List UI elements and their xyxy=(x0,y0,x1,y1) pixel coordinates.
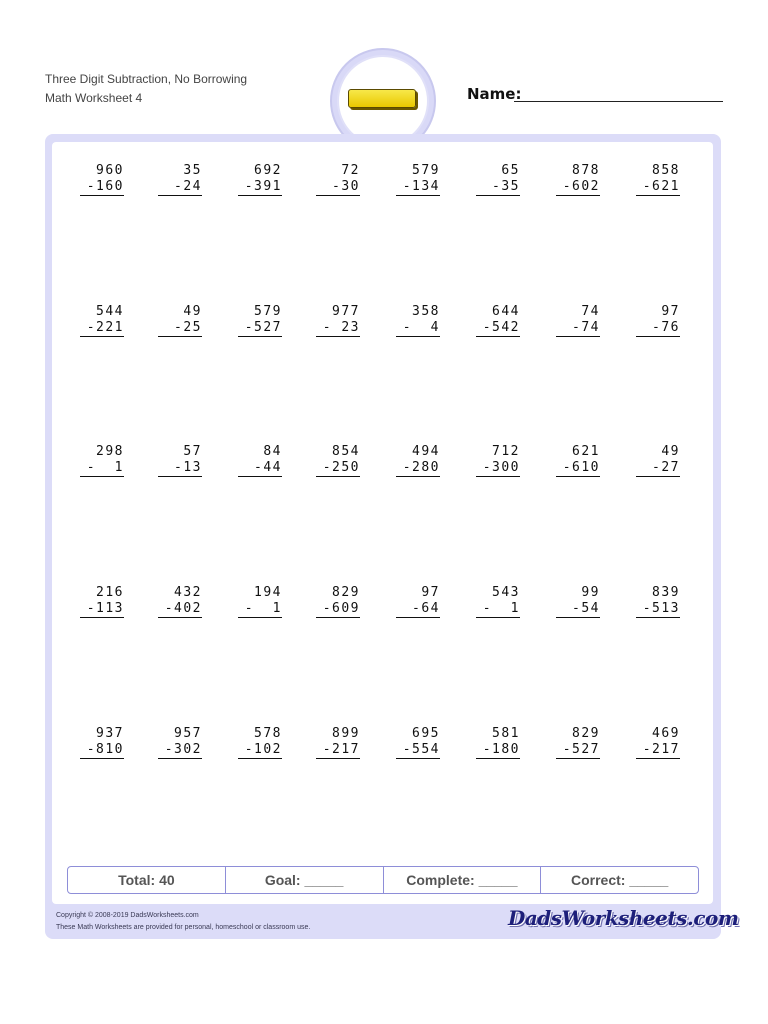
subtraction-problem xyxy=(636,304,680,337)
minuend: 977 xyxy=(332,304,360,319)
subtrahend: -13 xyxy=(158,460,202,477)
minuend: 581 xyxy=(492,726,520,741)
minuend: 84 xyxy=(263,444,282,459)
minuend: 358 xyxy=(412,304,440,319)
subtraction-problem xyxy=(476,444,520,477)
subtrahend: - 4 xyxy=(396,320,440,337)
subtraction-problem xyxy=(238,585,282,618)
badge-bar-icon xyxy=(348,89,416,108)
subtrahend: -54 xyxy=(556,601,600,618)
minuend: 49 xyxy=(183,304,202,319)
subtraction-problem xyxy=(396,304,440,337)
worksheet-title-line2: Math Worksheet 4 xyxy=(45,91,143,105)
minuend: 692 xyxy=(254,163,282,178)
subtrahend: -280 xyxy=(396,460,440,477)
subtraction-problem xyxy=(316,585,360,618)
subtrahend: -513 xyxy=(636,601,680,618)
subtraction-problem xyxy=(476,163,520,196)
minuend: 579 xyxy=(254,304,282,319)
subtrahend: -64 xyxy=(396,601,440,618)
subtrahend: -810 xyxy=(80,742,124,759)
copyright-text: Copyright © 2008-2019 DadsWorksheets.com xyxy=(56,912,199,919)
minuend: 97 xyxy=(661,304,680,319)
subtraction-problem xyxy=(158,163,202,196)
minuend: 712 xyxy=(492,444,520,459)
subtrahend: -113 xyxy=(80,601,124,618)
subtrahend: -609 xyxy=(316,601,360,618)
subtrahend: -610 xyxy=(556,460,600,477)
subtraction-problem xyxy=(80,726,124,759)
minuend: 858 xyxy=(652,163,680,178)
minuend: 65 xyxy=(501,163,520,178)
summary-complete: Complete: _____ xyxy=(384,867,542,893)
summary-goal: Goal: _____ xyxy=(226,867,384,893)
minuend: 839 xyxy=(652,585,680,600)
subtrahend: -76 xyxy=(636,320,680,337)
minuend: 829 xyxy=(572,726,600,741)
subtraction-problem xyxy=(316,726,360,759)
subtrahend: -160 xyxy=(80,179,124,196)
subtrahend: -24 xyxy=(158,179,202,196)
site-logo: DadsWorksheets.com xyxy=(508,906,739,930)
footer-text xyxy=(56,910,310,934)
minuend: 216 xyxy=(96,585,124,600)
subtrahend: -391 xyxy=(238,179,282,196)
minuend: 99 xyxy=(581,585,600,600)
minuend: 494 xyxy=(412,444,440,459)
subtraction-problem xyxy=(158,444,202,477)
subtraction-problem xyxy=(316,444,360,477)
minuend: 543 xyxy=(492,585,520,600)
subtrahend: -217 xyxy=(636,742,680,759)
subtraction-problem xyxy=(316,163,360,196)
subtrahend: - 23 xyxy=(316,320,360,337)
subtrahend: -180 xyxy=(476,742,520,759)
subtraction-problem xyxy=(396,444,440,477)
minuend: 194 xyxy=(254,585,282,600)
minuend: 957 xyxy=(174,726,202,741)
subtraction-problem xyxy=(238,726,282,759)
subtraction-problem xyxy=(636,444,680,477)
minuend: 432 xyxy=(174,585,202,600)
subtrahend: -527 xyxy=(238,320,282,337)
name-field-line[interactable] xyxy=(514,101,723,102)
subtrahend: - 1 xyxy=(80,460,124,477)
minuend: 644 xyxy=(492,304,520,319)
problems-area xyxy=(52,142,713,904)
subtrahend: -35 xyxy=(476,179,520,196)
summary-total: Total: 40 xyxy=(68,867,226,893)
subtrahend: -302 xyxy=(158,742,202,759)
minuend: 695 xyxy=(412,726,440,741)
minuend: 57 xyxy=(183,444,202,459)
subtraction-problem xyxy=(80,585,124,618)
subtraction-problem xyxy=(636,585,680,618)
subtrahend: -602 xyxy=(556,179,600,196)
minuend: 621 xyxy=(572,444,600,459)
subtraction-problem xyxy=(158,304,202,337)
subtraction-problem xyxy=(158,726,202,759)
minuend: 937 xyxy=(96,726,124,741)
subtrahend: - 1 xyxy=(238,601,282,618)
subtrahend: -621 xyxy=(636,179,680,196)
subtrahend: -217 xyxy=(316,742,360,759)
subtraction-problem xyxy=(476,726,520,759)
subtraction-problem xyxy=(396,585,440,618)
subtraction-problem xyxy=(476,304,520,337)
name-label: Name: xyxy=(467,85,522,103)
minuend: 899 xyxy=(332,726,360,741)
subtraction-problem xyxy=(396,726,440,759)
subtrahend: -250 xyxy=(316,460,360,477)
minuend: 878 xyxy=(572,163,600,178)
subtraction-problem xyxy=(556,726,600,759)
minuend: 854 xyxy=(332,444,360,459)
subtraction-problem xyxy=(158,585,202,618)
subtrahend: -527 xyxy=(556,742,600,759)
subtraction-problem xyxy=(636,726,680,759)
subtrahend: -554 xyxy=(396,742,440,759)
minuend: 469 xyxy=(652,726,680,741)
minuend: 544 xyxy=(96,304,124,319)
subtraction-problem xyxy=(80,304,124,337)
subtraction-problem xyxy=(636,163,680,196)
subtrahend: -134 xyxy=(396,179,440,196)
subtraction-problem xyxy=(476,585,520,618)
subtrahend: -25 xyxy=(158,320,202,337)
subtraction-problem xyxy=(80,163,124,196)
subtraction-problem xyxy=(556,585,600,618)
subtraction-problem xyxy=(556,304,600,337)
worksheet-title-line1: Three Digit Subtraction, No Borrowing xyxy=(45,72,248,86)
subtraction-problem xyxy=(396,163,440,196)
minuend: 72 xyxy=(341,163,360,178)
subtraction-problem xyxy=(238,163,282,196)
subtrahend: -542 xyxy=(476,320,520,337)
minuend: 298 xyxy=(96,444,124,459)
subtrahend: -27 xyxy=(636,460,680,477)
subtrahend: -402 xyxy=(158,601,202,618)
subtrahend: -300 xyxy=(476,460,520,477)
subtrahend: -221 xyxy=(80,320,124,337)
subtrahend: -44 xyxy=(238,460,282,477)
subtraction-problem xyxy=(556,444,600,477)
subtrahend: -74 xyxy=(556,320,600,337)
minuend: 829 xyxy=(332,585,360,600)
minuend: 97 xyxy=(421,585,440,600)
subtrahend: -102 xyxy=(238,742,282,759)
minuend: 35 xyxy=(183,163,202,178)
minuend: 49 xyxy=(661,444,680,459)
usage-notice: These Math Worksheets are provided for personal, homeschool or classroom use. xyxy=(56,924,311,931)
summary-bar xyxy=(67,866,699,894)
minuend: 74 xyxy=(581,304,600,319)
subtrahend: -30 xyxy=(316,179,360,196)
minuend: 960 xyxy=(96,163,124,178)
subtraction-problem xyxy=(80,444,124,477)
subtraction-problem xyxy=(238,304,282,337)
summary-correct: Correct: _____ xyxy=(570,872,669,888)
subtrahend: - 1 xyxy=(476,601,520,618)
worksheet-title xyxy=(45,70,247,108)
minuend: 578 xyxy=(254,726,282,741)
subtraction-problem xyxy=(238,444,282,477)
minuend: 579 xyxy=(412,163,440,178)
subtraction-problem xyxy=(316,304,360,337)
subtraction-problem xyxy=(556,163,600,196)
